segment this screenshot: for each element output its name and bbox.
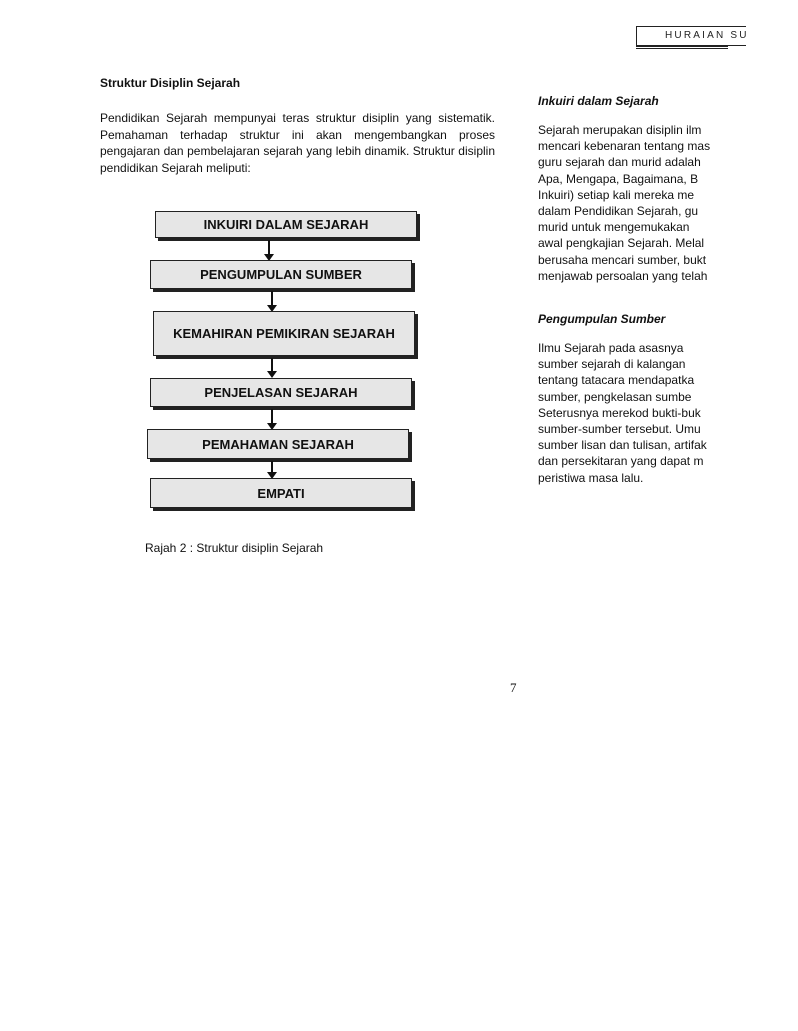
text-line: sumber lisan dan tulisan, artifak xyxy=(538,438,707,453)
intro-paragraph: Pendidikan Sejarah mempunyai teras struktur disiplin yang sistematik. Pemahaman terhadap struktur ini akan mengembangkan proses pengajaran dan pembelajaran sejarah yang lebih dinamik. Struktur disiplin pendidikan Sejarah meliputi: xyxy=(100,111,495,175)
text-line: mencari kebenaran tentang mas xyxy=(538,139,711,154)
flow-arrow xyxy=(271,291,273,306)
flow-box-inkuiri: INKUIRI DALAM SEJARAH xyxy=(155,211,417,238)
text-line: Apa, Mengapa, Bagaimana, B xyxy=(538,171,699,186)
flow-box-empati: EMPATI xyxy=(150,478,412,508)
flow-arrow xyxy=(271,461,273,473)
text-line: guru sejarah dan murid adalah xyxy=(538,155,701,170)
text-line: dalam Pendidikan Sejarah, gu xyxy=(538,204,699,219)
text-line: sumber, pengkelasan sumbe xyxy=(538,389,692,404)
flow-box-penjelasan: PENJELASAN SEJARAH xyxy=(150,378,412,407)
text-line: sumber sejarah di kalangan xyxy=(538,357,686,372)
diagram-caption: Rajah 2 : Struktur disiplin Sejarah xyxy=(145,541,324,555)
text-line: Seterusnya merekod bukti-buk xyxy=(538,405,701,420)
text-line: dan persekitaran yang dapat m xyxy=(538,454,704,469)
text-line: menjawab persoalan yang telah xyxy=(538,268,708,283)
text-line: tentang tatacara mendapatka xyxy=(538,373,695,388)
text-line: murid untuk mengemukakan xyxy=(538,220,690,235)
flow-arrow xyxy=(268,240,270,255)
flow-arrow xyxy=(271,358,273,372)
text-line: peristiwa masa lalu. xyxy=(538,470,644,485)
text-line: Ilmu Sejarah pada asasnya xyxy=(538,341,684,356)
header-rule xyxy=(636,46,728,49)
flow-arrow xyxy=(271,409,273,424)
text-line: sumber-sumber tersebut. Umu xyxy=(538,422,701,437)
text-line: berusaha mencari sumber, bukt xyxy=(538,252,707,267)
subheading-inkuiri: Inkuiri dalam Sejarah xyxy=(538,94,659,108)
subheading-pengumpulan: Pengumpulan Sumber xyxy=(538,312,666,327)
flow-box-kemahiran: KEMAHIRAN PEMIKIRAN SEJARAH xyxy=(153,311,415,356)
right-column xyxy=(538,94,798,486)
left-column xyxy=(100,76,495,176)
section-title: Struktur Disiplin Sejarah xyxy=(100,76,241,90)
flow-box-pemahaman: PEMAHAMAN SEJARAH xyxy=(147,429,409,459)
flow-box-pengumpulan: PENGUMPULAN SUMBER xyxy=(150,260,412,289)
page-number: 7 xyxy=(510,680,517,695)
text-line: awal pengkajian Sejarah. Melal xyxy=(538,236,705,251)
running-header: HURAIAN SU xyxy=(636,26,746,46)
text-line: Sejarah merupakan disiplin ilm xyxy=(538,123,702,137)
text-line: Inkuiri) setiap kali mereka me xyxy=(538,187,695,202)
